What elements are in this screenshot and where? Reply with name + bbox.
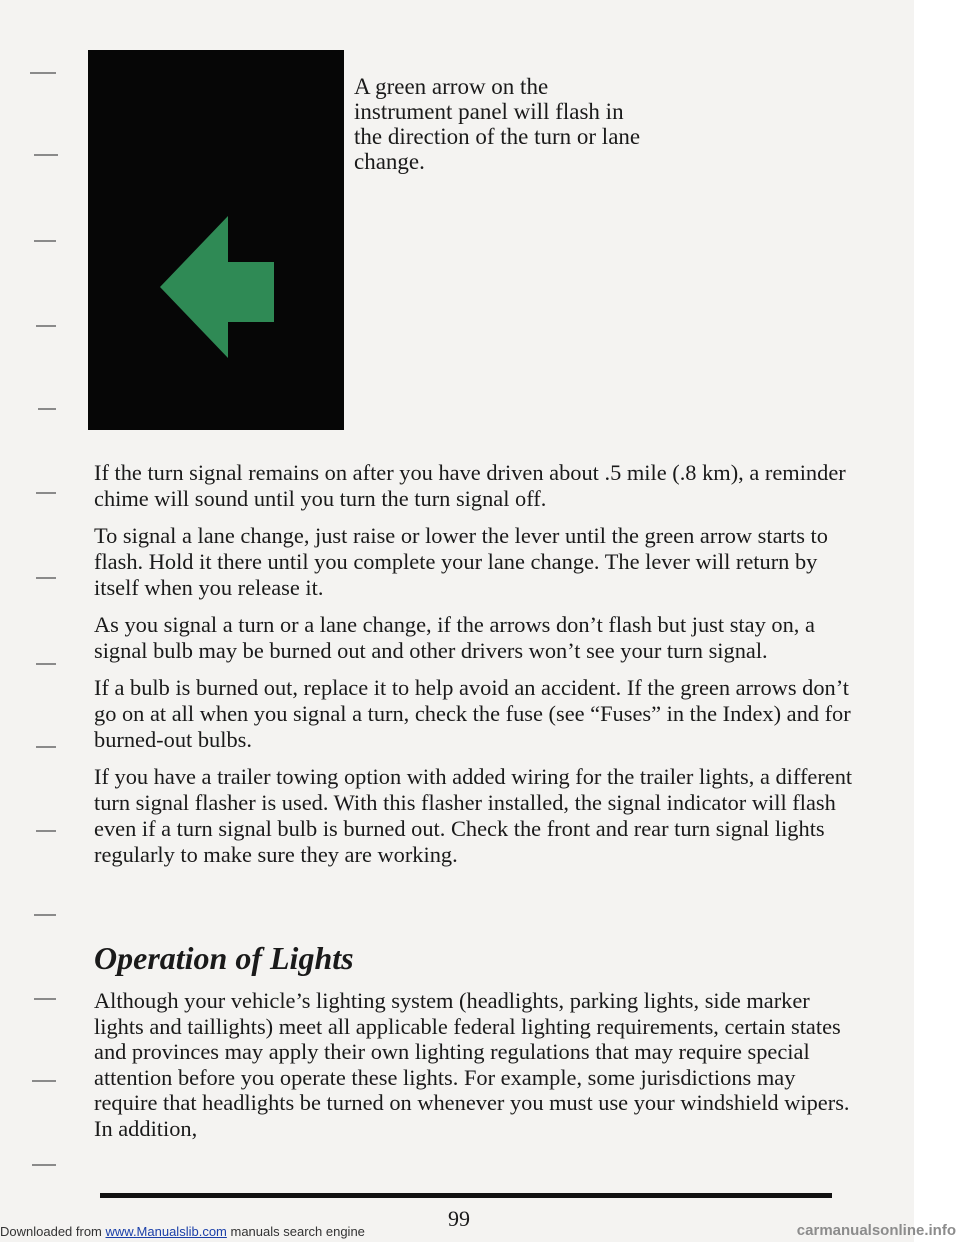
margin-mark: [32, 1164, 56, 1166]
margin-mark: [30, 72, 56, 74]
margin-mark: [34, 240, 56, 242]
margin-mark: [36, 492, 56, 494]
paragraph-lane-change: To signal a lane change, just raise or lower the lever until the green arrow starts to flash. Hold it there until you complete your lane change. The lever will return by itself when you release it.: [94, 523, 828, 600]
turn-signal-indicator-image: [88, 50, 344, 430]
margin-mark: [36, 663, 56, 665]
footer-rule: [100, 1193, 832, 1198]
page-number: 99: [448, 1206, 470, 1231]
margin-mark: [38, 408, 56, 410]
section-paragraph: Although your vehicle’s lighting system (headlights, parking lights, side marker lights and taillights) meet all applicable federal lighting requirements, certain states and provinces may apply their own lighting regulations that may require special attention before you operate these lights. For example, some jurisdictions may require that headlights be turned on whenever you must use your windshield wipers. In addition,: [94, 988, 850, 1141]
turn-signal-section: [94, 460, 854, 879]
paragraph-replace-bulb: If a bulb is burned out, replace it to help avoid an accident. If the green arrows don’t go on at all when you signal a turn, check the fuse (see “Fuses” in the Index) and for burned-out bulbs.: [94, 675, 851, 752]
watermark: carmanualsonline.info: [796, 1222, 956, 1239]
left-turn-arrow-icon: [88, 50, 344, 430]
paragraph-reminder-chime: If the turn signal remains on after you have driven about .5 mile (.8 km), a reminder chime will sound until you turn the turn signal off.: [94, 460, 846, 511]
page-edge-shade: [914, 0, 960, 1242]
margin-mark: [32, 1080, 56, 1082]
indicator-description: A green arrow on the instrument panel will flash in the direction of the turn or lane change.: [354, 74, 641, 174]
margin-mark: [34, 154, 58, 156]
download-suffix: manuals search engine: [226, 1224, 365, 1239]
paragraph-trailer-towing: If you have a trailer towing option with added wiring for the trailer lights, a different turn signal flasher is used. With this flasher installed, the signal indicator will flash even if a turn signal bulb is burned out. Check the front and rear turn signal lights regularly to make sure they are working.: [94, 764, 853, 867]
margin-mark: [36, 325, 56, 327]
download-prefix: Downloaded from: [0, 1224, 106, 1239]
margin-mark: [36, 746, 56, 748]
section-heading: Operation of Lights: [94, 940, 354, 976]
margin-mark: [34, 914, 56, 916]
manualslib-link[interactable]: www.Manualslib.com: [105, 1224, 227, 1239]
margin-mark: [34, 998, 56, 1000]
download-note: [0, 1224, 365, 1239]
margin-mark: [36, 830, 56, 832]
margin-marks: [0, 0, 80, 1242]
margin-mark: [36, 577, 56, 579]
paragraph-burned-out-bulb: As you signal a turn or a lane change, if the arrows don’t flash but just stay on, a signal bulb may be burned out and other drivers won’t see your turn signal.: [94, 612, 815, 663]
